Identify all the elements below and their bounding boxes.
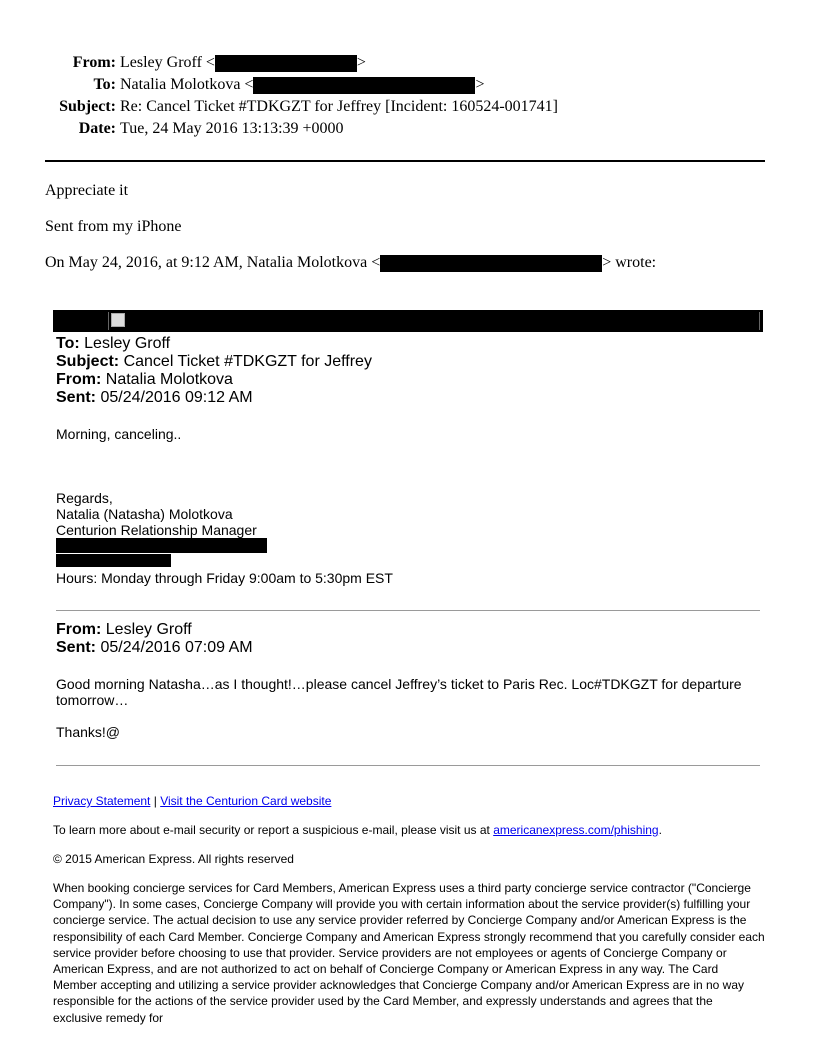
redacted-banner xyxy=(53,310,763,332)
header-from-row xyxy=(0,52,816,74)
date-label: Date: xyxy=(78,120,116,137)
quoted-subject xyxy=(56,353,372,371)
signature-hours: Hours: Monday through Friday 9:00am to 5:30pm EST xyxy=(56,570,393,586)
from-value xyxy=(120,52,366,74)
quoted-from-value: Natalia Molotkova xyxy=(105,371,233,388)
security-notice xyxy=(53,822,662,838)
to-value xyxy=(120,74,484,96)
quoted-body: Morning, canceling.. xyxy=(56,426,182,442)
reply-line-1: Appreciate it xyxy=(45,182,129,199)
quote-divider xyxy=(56,610,760,611)
quoted-to-value: Lesley Groff xyxy=(84,335,171,352)
header-divider xyxy=(45,160,765,162)
email-header xyxy=(0,52,816,140)
quoted-from-label: From: xyxy=(56,371,102,388)
signature-title: Centurion Relationship Manager xyxy=(56,522,257,538)
privacy-statement-link[interactable]: Privacy Statement xyxy=(53,794,151,808)
from-name: Lesley Groff < xyxy=(120,54,215,71)
wrote-suffix: > wrote: xyxy=(602,254,657,271)
quoted-from xyxy=(56,371,233,389)
legal-disclaimer: When booking concierge services for Card Members, American Express uses a third party concierge service contractor ("Concierge Company"). In some cases, Concierge Company will provide you with certain information about the service provider(s) fulfilling your concierge service. The actual decision to use any service provider referred by Concierge Company and/or American Express is the responsibility of each Card Member. Concierge Company and American Express strongly recommend that you carefully consider each service provider before choosing to use that provider. Service providers are not employees or agents of Concierge Company or American Express, and are not authorized to act on behalf of Concierge Company or American Express in any way. The Card Member accepting and utilizing a service provider acknowledges that Concierge Company and/or American Express are in no way responsible for the actions of the service provider used by the Card Member, and expressly understands and agrees that the exclusive remedy for xyxy=(53,881,765,1025)
redacted-signature-line xyxy=(56,554,171,567)
date-value: Tue, 24 May 2016 13:13:39 +0000 xyxy=(120,120,344,137)
footer-links xyxy=(53,793,331,809)
quoted-sent xyxy=(56,389,253,407)
to-name: Natalia Molotkova < xyxy=(120,76,254,93)
security-text: To learn more about e-mail security or report a suspicious e-mail, please visit us at xyxy=(53,823,494,837)
quoted2-from-label: From: xyxy=(56,621,102,638)
redacted-email xyxy=(380,255,602,272)
to-close: > xyxy=(475,76,485,93)
quoted2-sent-label: Sent: xyxy=(56,639,96,656)
signature-regards: Regards, xyxy=(56,490,113,506)
broken-image xyxy=(108,312,760,330)
quoted2-from xyxy=(56,621,192,639)
centurion-website-link[interactable]: Visit the Centurion Card website xyxy=(160,794,332,808)
redacted-signature-line xyxy=(56,538,267,553)
quoted2-sent xyxy=(56,639,253,657)
quoted-to xyxy=(56,335,170,353)
quoted-to-label: To: xyxy=(56,335,80,352)
quoted2-body-line-2: tomorrow… xyxy=(56,692,129,708)
header-subject-row xyxy=(0,96,816,118)
security-period: . xyxy=(658,823,662,837)
quoted-sent-label: Sent: xyxy=(56,389,96,406)
to-label: To: xyxy=(93,76,116,93)
footer-divider xyxy=(56,765,760,766)
subject-label: Subject: xyxy=(59,98,116,115)
signature-name: Natalia (Natasha) Molotkova xyxy=(56,506,233,522)
from-close: > xyxy=(356,54,366,71)
quoted2-sent-value: 05/24/2016 07:09 AM xyxy=(100,639,253,656)
quoted-subject-value: Cancel Ticket #TDKGZT for Jeffrey xyxy=(123,353,372,370)
quoted-subject-label: Subject: xyxy=(56,353,120,370)
link-separator: | xyxy=(153,794,157,808)
redacted-email xyxy=(253,77,475,94)
copyright: © 2015 American Express. All rights reserved xyxy=(53,852,294,866)
from-label: From: xyxy=(72,54,116,71)
redacted-email xyxy=(215,55,357,72)
quoted2-from-value: Lesley Groff xyxy=(105,621,192,638)
broken-image-icon xyxy=(111,313,125,327)
quoted-sent-value: 05/24/2016 09:12 AM xyxy=(100,389,253,406)
phishing-link[interactable]: americanexpress.com/phishing xyxy=(493,823,659,837)
subject-value: Re: Cancel Ticket #TDKGZT for Jeffrey [Incident: 160524-001741] xyxy=(120,98,558,115)
reply-wrote-line xyxy=(45,254,656,272)
header-to-row xyxy=(0,74,816,96)
wrote-prefix: On May 24, 2016, at 9:12 AM, Natalia Molotkova < xyxy=(45,254,381,271)
quoted2-thanks: Thanks!@ xyxy=(56,724,121,740)
reply-line-2: Sent from my iPhone xyxy=(45,218,182,235)
quoted2-body-line-1: Good morning Natasha…as I thought!…please cancel Jeffrey’s ticket to Paris Rec. Loc#TDKGZT for departure xyxy=(56,676,742,692)
header-date-row xyxy=(0,118,816,140)
